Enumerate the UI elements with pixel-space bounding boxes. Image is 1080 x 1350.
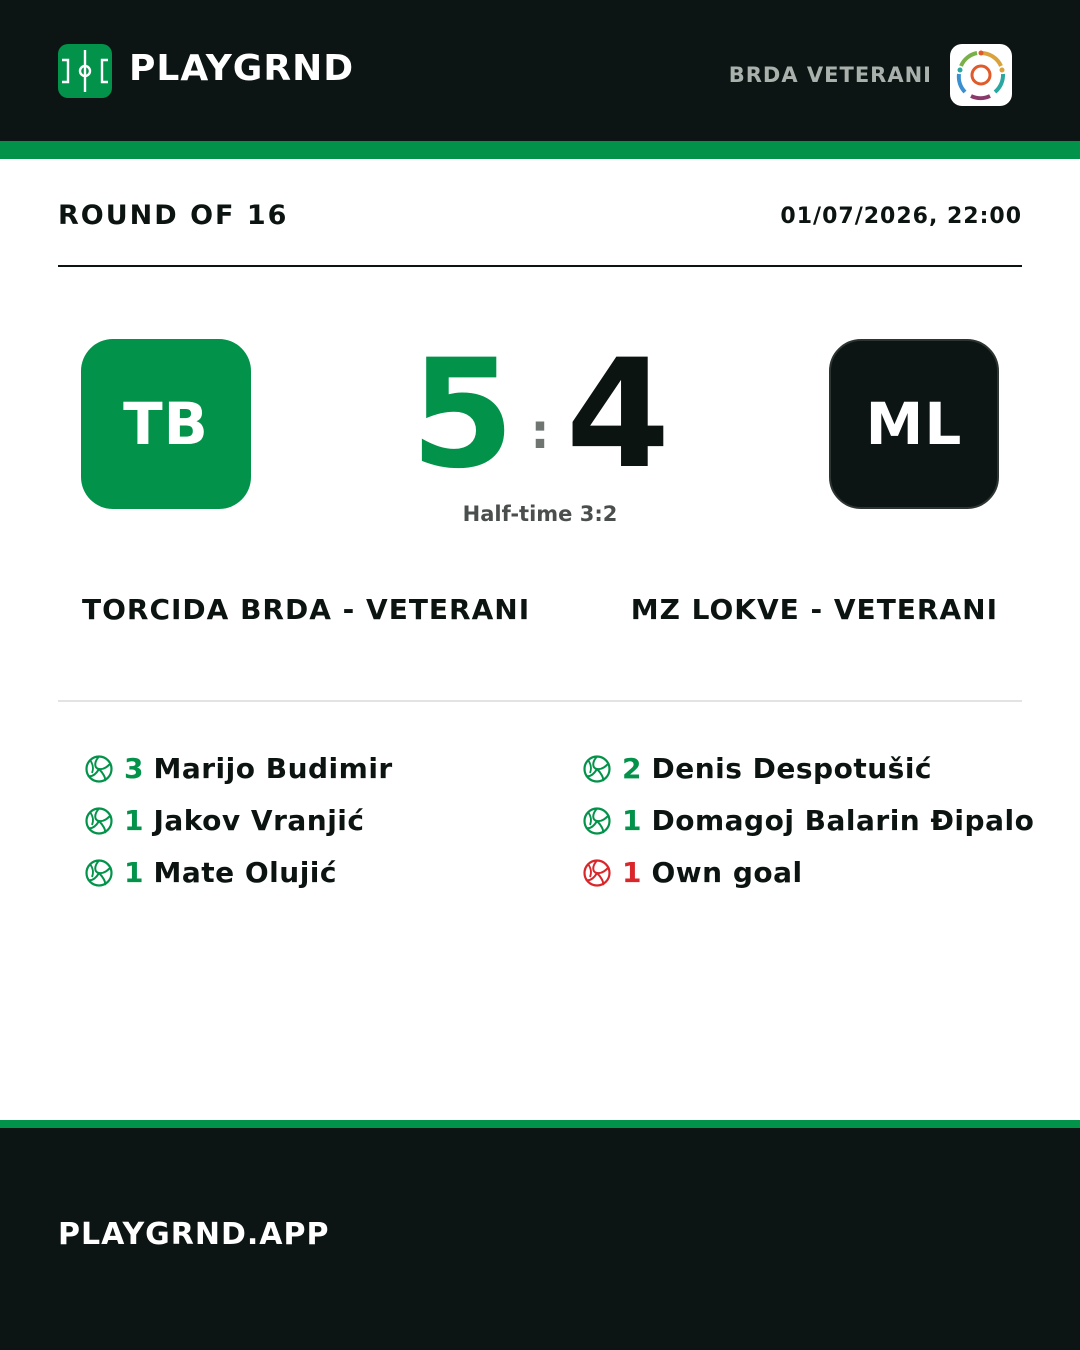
player-name: Own goal — [651, 856, 803, 889]
organization-name: BRDA VETERANI — [728, 63, 932, 87]
football-icon — [84, 754, 114, 784]
scorer-row — [84, 750, 393, 788]
goal-count: 3 — [124, 752, 144, 785]
player-name: Mate Olujić — [153, 856, 337, 889]
scorer-row — [582, 750, 1034, 788]
player-name: Jakov Vranjić — [153, 804, 365, 837]
scorer-row — [84, 802, 393, 840]
footer-accent-stripe — [0, 1120, 1080, 1128]
football-icon — [582, 754, 612, 784]
scorer-row — [582, 854, 1034, 892]
footer-url: PLAYGRND.APP — [58, 1217, 330, 1252]
match-datetime: 01/07/2026, 22:00 — [780, 204, 1022, 229]
home-team-name: TORCIDA BRDA - VETERANI — [82, 593, 531, 626]
goal-count: 1 — [622, 804, 642, 837]
home-team-badge: TB — [81, 339, 251, 509]
football-icon — [84, 858, 114, 888]
divider — [58, 700, 1022, 702]
player-name: Domagoj Balarin Đipalo — [651, 804, 1035, 837]
football-icon — [84, 806, 114, 836]
header-accent-stripe — [0, 141, 1080, 159]
football-icon — [582, 806, 612, 836]
scorer-row — [84, 854, 393, 892]
score-separator: : — [530, 404, 550, 460]
goal-count: 1 — [622, 856, 642, 889]
away-score: 4 — [565, 328, 671, 502]
round-label: ROUND OF 16 — [58, 200, 289, 231]
away-team-badge: ML — [829, 339, 999, 509]
home-score: 5 — [410, 328, 515, 502]
halftime-score: Half-time 3:2 — [462, 502, 618, 526]
org-emblem-icon — [950, 44, 1012, 106]
away-scorers-list — [582, 750, 1034, 906]
goal-count: 1 — [124, 804, 144, 837]
player-name: Denis Despotušić — [651, 752, 933, 785]
pitch-icon — [58, 44, 112, 98]
goal-count: 2 — [622, 752, 642, 785]
divider — [58, 265, 1022, 267]
player-name: Marijo Budimir — [153, 752, 393, 785]
goal-count: 1 — [124, 856, 144, 889]
home-scorers-list — [84, 750, 393, 906]
own-goal-football-icon — [582, 858, 612, 888]
scorer-row — [582, 802, 1034, 840]
brand-name: PLAYGRND — [129, 48, 355, 89]
away-team-name: MZ LOKVE - VETERANI — [630, 593, 998, 626]
